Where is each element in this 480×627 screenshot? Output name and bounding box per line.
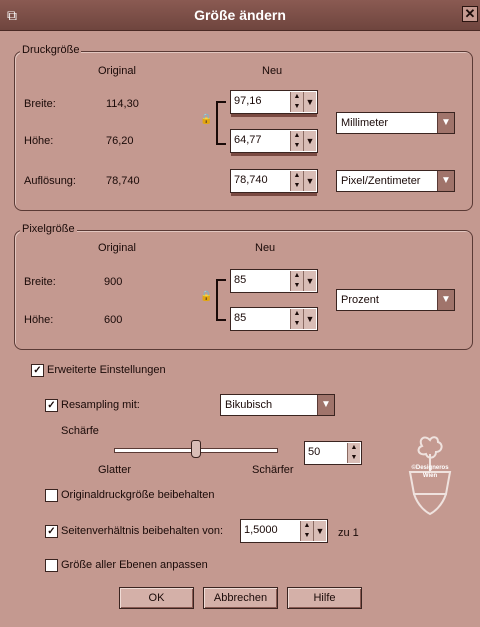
print-col-new: Neu bbox=[262, 65, 283, 77]
print-height-spinner[interactable]: ▲ ▼ bbox=[290, 131, 303, 151]
resolution-unit-value: Pixel/Zentimeter bbox=[341, 175, 421, 187]
print-height-bar bbox=[231, 153, 317, 156]
pixel-width-value: 85 bbox=[234, 274, 247, 286]
chevron-down-icon[interactable]: ▼ bbox=[437, 113, 454, 133]
aspect-ratio-input[interactable] bbox=[240, 519, 328, 543]
resampling-label[interactable]: Resampling mit: bbox=[61, 399, 140, 411]
aspect-ratio-value: 1,5000 bbox=[244, 524, 278, 536]
print-width-dropdown-icon[interactable]: ▼ bbox=[303, 92, 316, 112]
pixel-height-input[interactable] bbox=[230, 307, 318, 331]
resolution-input[interactable] bbox=[230, 169, 318, 193]
print-unit-value: Millimeter bbox=[341, 117, 389, 129]
close-icon: ✕ bbox=[464, 6, 476, 21]
resampling-checkbox[interactable]: ✓ bbox=[45, 399, 58, 412]
resolution-original: 78,740 bbox=[106, 175, 140, 187]
print-width-original: 114,30 bbox=[106, 98, 139, 110]
help-button[interactable]: Hilfe bbox=[287, 587, 362, 609]
pixel-width-dropdown-icon[interactable]: ▼ bbox=[303, 271, 316, 291]
aspect-ratio-checkbox[interactable]: ✓ bbox=[45, 525, 58, 538]
print-height-value: 64,77 bbox=[234, 134, 262, 146]
print-width-spinner[interactable]: ▲ ▼ bbox=[290, 92, 303, 112]
advanced-settings-label[interactable]: Erweiterte Einstellungen bbox=[47, 364, 166, 376]
pixel-height-label: Höhe: bbox=[24, 314, 54, 326]
pixel-col-original: Original bbox=[98, 242, 136, 254]
watermark-text-line2: Wien bbox=[422, 473, 438, 479]
aspect-ratio-spinner[interactable]: ▲ ▼ bbox=[300, 521, 313, 541]
print-unit-select[interactable] bbox=[336, 112, 455, 134]
pixel-width-label: Breite: bbox=[24, 276, 56, 288]
advanced-settings-checkbox[interactable]: ✓ bbox=[31, 364, 44, 377]
pixel-height-original: 600 bbox=[104, 314, 123, 326]
sharpness-value: 50 bbox=[308, 446, 321, 458]
sharpness-label: Schärfe bbox=[61, 425, 99, 437]
print-width-label: Breite: bbox=[24, 98, 56, 110]
print-width-bar bbox=[231, 114, 317, 117]
pixel-width-spinner[interactable]: ▲ ▼ bbox=[290, 271, 303, 291]
print-width-input[interactable] bbox=[230, 90, 318, 114]
resize-all-layers-label[interactable]: Größe aller Ebenen anpassen bbox=[61, 559, 208, 571]
print-height-input[interactable] bbox=[230, 129, 318, 153]
pixel-width-input[interactable] bbox=[230, 269, 318, 293]
slider-right-label: Schärfer bbox=[252, 464, 294, 476]
watermark-logo bbox=[400, 432, 460, 518]
keep-original-print-label[interactable]: Originaldruckgröße beibehalten bbox=[61, 489, 215, 501]
pixel-height-value: 85 bbox=[234, 312, 247, 324]
pixel-height-spinner[interactable]: ▲ ▼ bbox=[290, 309, 303, 329]
resolution-dropdown-icon[interactable]: ▼ bbox=[303, 171, 316, 191]
pixel-col-new: Neu bbox=[255, 242, 276, 254]
keep-original-print-checkbox[interactable] bbox=[45, 489, 58, 502]
print-width-value: 97,16 bbox=[234, 95, 262, 107]
slider-left-label: Glatter bbox=[98, 464, 132, 476]
watermark-text-line1: ©Designeros bbox=[411, 465, 449, 471]
pixel-size-group-label: Pixelgröße bbox=[22, 223, 75, 235]
print-size-group-label: Druckgröße bbox=[22, 44, 80, 56]
aspect-ratio-label[interactable]: Seitenverhältnis beibehalten von: bbox=[61, 525, 224, 537]
aspect-ratio-dropdown-icon[interactable]: ▼ bbox=[313, 521, 326, 541]
resampling-method-value: Bikubisch bbox=[225, 399, 273, 411]
window-menu-icon[interactable]: ⧉ bbox=[7, 7, 17, 23]
chevron-down-icon[interactable]: ▼ bbox=[437, 290, 454, 310]
print-height-label: Höhe: bbox=[24, 135, 54, 147]
chevron-down-icon[interactable]: ▼ bbox=[437, 171, 454, 191]
resolution-spinner[interactable]: ▲ ▼ bbox=[290, 171, 303, 191]
print-height-dropdown-icon[interactable]: ▼ bbox=[303, 131, 316, 151]
lock-icon[interactable]: 🔒 bbox=[200, 291, 213, 302]
pixel-height-dropdown-icon[interactable]: ▼ bbox=[303, 309, 316, 329]
resize-all-layers-checkbox[interactable] bbox=[45, 559, 58, 572]
window-title: Größe ändern bbox=[194, 7, 286, 23]
print-col-original: Original bbox=[98, 65, 136, 77]
sharpness-slider-thumb[interactable] bbox=[191, 440, 201, 458]
sharpness-input[interactable] bbox=[304, 441, 362, 465]
print-link-bracket bbox=[216, 101, 226, 145]
pixel-link-bracket bbox=[216, 279, 226, 321]
sharpness-spinner[interactable]: ▲ ▼ bbox=[347, 443, 360, 463]
close-button[interactable] bbox=[462, 6, 478, 22]
chevron-down-icon[interactable]: ▼ bbox=[317, 395, 334, 415]
resolution-label: Auflösung: bbox=[24, 175, 76, 187]
pixel-unit-select[interactable] bbox=[336, 289, 455, 311]
resolution-value: 78,740 bbox=[234, 174, 268, 186]
resolution-unit-select[interactable] bbox=[336, 170, 455, 192]
lock-icon[interactable]: 🔒 bbox=[200, 114, 213, 125]
cancel-button[interactable]: Abbrechen bbox=[203, 587, 278, 609]
resolution-bar bbox=[231, 193, 317, 196]
ok-button[interactable]: OK bbox=[119, 587, 194, 609]
print-height-original: 76,20 bbox=[106, 135, 134, 147]
pixel-width-original: 900 bbox=[104, 276, 123, 288]
pixel-unit-value: Prozent bbox=[341, 294, 379, 306]
aspect-ratio-suffix: zu 1 bbox=[338, 527, 359, 539]
resampling-method-select[interactable] bbox=[220, 394, 335, 416]
